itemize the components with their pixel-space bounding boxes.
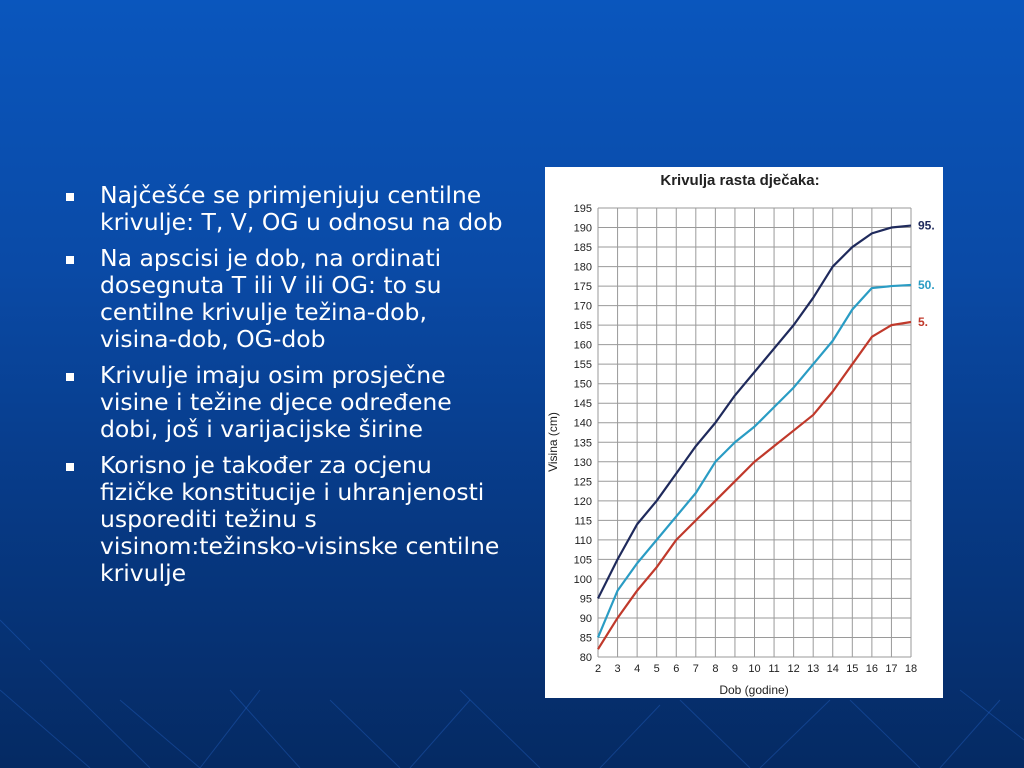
bullet-marker [66, 256, 74, 264]
y-tick-label: 195 [573, 203, 592, 215]
x-tick-label: 14 [826, 663, 839, 675]
y-tick-label: 105 [573, 554, 592, 567]
y-tick-label: 170 [573, 300, 592, 313]
x-tick-label: 15 [846, 663, 859, 675]
y-tick-label: 180 [573, 261, 592, 274]
chart-ticks [574, 203, 917, 675]
y-tick-label: 135 [573, 437, 592, 450]
y-tick-label: 185 [573, 242, 592, 255]
bullet-marker [66, 193, 74, 201]
x-tick-label: 5 [653, 663, 660, 675]
bullet-item [60, 245, 510, 353]
y-axis-label: Visina (cm) [546, 412, 560, 472]
x-tick-label: 11 [768, 663, 780, 675]
x-tick-label: 7 [692, 663, 699, 675]
y-tick-label: 175 [573, 281, 592, 294]
bullet-marker [66, 373, 74, 381]
y-tick-label: 100 [573, 573, 592, 586]
x-tick-label: 6 [673, 663, 680, 675]
y-tick-label: 90 [579, 612, 592, 625]
chart-grid [598, 208, 911, 657]
series-label: 95. [918, 218, 935, 233]
y-tick-label: 120 [573, 495, 592, 508]
x-axis-label: Dob (godine) [719, 683, 789, 697]
chart-title: Krivulja rasta dječaka: [660, 172, 820, 189]
y-tick-label: 85 [579, 632, 592, 645]
x-tick-label: 13 [807, 663, 820, 675]
y-tick-label: 160 [573, 339, 592, 352]
series-label: 50. [918, 277, 935, 292]
y-tick-label: 165 [573, 320, 592, 333]
y-tick-label: 150 [573, 378, 592, 391]
bullet-item [60, 452, 510, 587]
chart-series [598, 219, 935, 650]
bullet-marker [66, 463, 74, 471]
x-tick-label: 16 [865, 663, 878, 675]
x-tick-label: 17 [885, 663, 898, 675]
bullet-item [60, 182, 510, 236]
series-label: 5. [918, 315, 929, 330]
y-tick-label: 115 [574, 515, 592, 528]
y-tick-label: 190 [573, 222, 592, 235]
y-tick-label: 95 [579, 593, 592, 606]
y-tick-label: 125 [573, 476, 592, 489]
x-tick-label: 12 [787, 663, 800, 675]
bullet-text: Na apscisi je dob, na ordinati dosegnuta T ili V ili OG: to su centilne krivulje težina-dob, visina-dob, OG-dob [100, 244, 442, 353]
growth-chart-panel [545, 167, 943, 698]
bullet-text: Najčešće se primjenjuju centilne krivulje: T, V, OG u odnosu na dob [100, 181, 503, 236]
x-tick-label: 18 [904, 663, 918, 675]
x-tick-label: 2 [594, 663, 602, 675]
y-tick-label: 155 [573, 359, 592, 372]
x-tick-label: 8 [712, 663, 719, 675]
bullet-list [60, 182, 510, 596]
x-tick-label: 3 [614, 663, 621, 675]
y-tick-label: 110 [574, 534, 592, 547]
y-tick-label: 145 [573, 398, 592, 411]
x-tick-label: 4 [634, 663, 641, 675]
x-tick-label: 10 [748, 663, 761, 675]
bullet-item [60, 362, 510, 443]
y-tick-label: 130 [573, 456, 592, 469]
y-tick-label: 80 [579, 652, 592, 664]
bullet-text: Korisno je također za ocjenu fizičke konstitucije i uhranjenosti usporediti težinu s visinom:težinsko-visinske centilne krivulje [100, 451, 500, 587]
growth-chart [545, 167, 943, 698]
bullet-text: Krivulje imaju osim prosječne visine i težine djece određene dobi, još i varijacijske širine [100, 361, 452, 443]
y-tick-label: 140 [573, 417, 592, 430]
x-tick-label: 9 [731, 663, 738, 675]
